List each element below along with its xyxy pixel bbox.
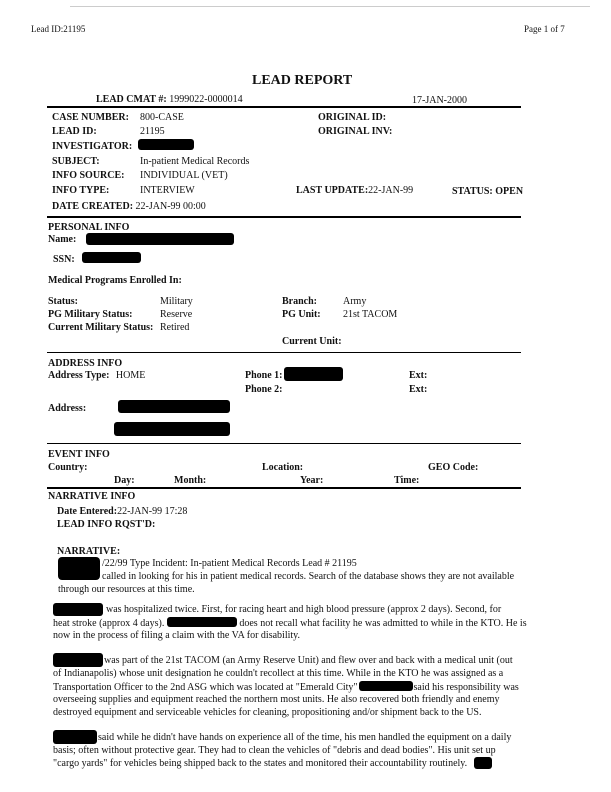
narrative-line-part: heat stroke (approx 4 days).	[53, 618, 165, 629]
lead-id-value: 21195	[140, 126, 165, 137]
divider	[47, 352, 521, 353]
narrative-line	[53, 681, 519, 693]
address-info-heading: ADDRESS INFO	[48, 358, 123, 369]
narrative-line: "cargo yards" for vehicles being shipped back to the states and monitored their accountability routinely.	[53, 758, 468, 769]
divider	[47, 216, 521, 218]
date-created-value: 22-JAN-99 00:00	[135, 201, 206, 212]
narrative-line: was hospitalized twice. First, for racing heart and high blood pressure (approx 2 days). Second, for	[106, 604, 502, 615]
pg-status-label: PG Military Status:	[48, 309, 133, 320]
narrative-line: basis; often without protective gear. They had to clean the vehicles of "debris and dead bodies". His unit set up	[53, 745, 496, 756]
phone1-redaction	[284, 367, 343, 381]
address-redaction-1	[118, 400, 230, 413]
narrative-line-part: does not recall what facility he was admitted to while in the KTO. He is	[239, 618, 527, 629]
address-label: Address:	[48, 403, 87, 414]
date-entered-label: Date Entered:	[57, 506, 118, 517]
pg-unit-value: 21st TACOM	[343, 309, 398, 320]
phone2-label: Phone 2:	[245, 384, 283, 395]
branch-label: Branch:	[282, 296, 317, 307]
cmat-label: LEAD CMAT #:	[96, 94, 167, 105]
lead-id-label: LEAD ID:	[52, 126, 97, 137]
narrative-line: overseeing supplies and equipment reached the northern most units. He also recovered both friendly and enemy	[53, 694, 500, 705]
narrative-line: of Indianapolis) whose unit designation he couldn't recollect at this time. While in the KTO he was assigned as a	[53, 668, 504, 679]
divider	[47, 106, 521, 108]
original-inv-label: ORIGINAL INV:	[318, 126, 393, 137]
narrative-redaction	[53, 730, 97, 744]
investigator-redaction	[138, 139, 194, 150]
info-source-value: INDIVIDUAL (VET)	[140, 170, 228, 181]
mil-status-label: Status:	[48, 296, 79, 307]
day-label: Day:	[114, 475, 135, 486]
medical-programs-label: Medical Programs Enrolled In:	[48, 275, 182, 286]
pg-status-value: Reserve	[160, 309, 193, 320]
cmat-line	[96, 94, 243, 105]
pg-unit-label: PG Unit:	[282, 309, 321, 320]
narrative-label: NARRATIVE:	[57, 546, 121, 557]
header-lead-id: Lead ID:21195	[31, 24, 86, 34]
narrative-line: /22/99 Type Incident: In-patient Medical Records Lead # 21195	[102, 558, 357, 569]
info-source-label: INFO SOURCE:	[52, 170, 125, 181]
country-label: Country:	[48, 462, 88, 473]
date-created-label: DATE CREATED:	[52, 201, 134, 212]
header-page-number: Page 1 of 7	[524, 24, 565, 34]
ssn-redaction	[82, 252, 141, 263]
phone1-label: Phone 1:	[245, 370, 283, 381]
subject-value: In-patient Medical Records	[140, 156, 250, 167]
name-label: Name:	[48, 234, 77, 245]
ext2-label: Ext:	[409, 384, 428, 395]
event-info-heading: EVENT INFO	[48, 449, 110, 460]
address-type-value: HOME	[115, 370, 146, 381]
info-type-value: INTERVIEW	[140, 185, 195, 196]
mil-status-value: Military	[160, 296, 193, 307]
narrative-line: said while he didn't have hands on experience all of the time, his men handled the equipment on a daily	[98, 732, 512, 743]
info-type-label: INFO TYPE:	[52, 185, 110, 196]
date-entered-value: 22-JAN-99 17:28	[117, 506, 188, 517]
time-label: Time:	[394, 475, 420, 486]
cmat-value: 1999022-0000014	[169, 94, 243, 105]
last-update-value: 22-JAN-99	[368, 185, 414, 196]
narrative-line-part: said his responsibility was	[413, 682, 519, 693]
geo-code-label: GEO Code:	[428, 462, 479, 473]
narrative-line-part: Transportation Officer to the 2nd ASG which was located at "Emerald City"	[53, 682, 358, 693]
ssn-label: SSN:	[53, 254, 75, 265]
date-entered	[57, 506, 187, 517]
narrative-line: called in looking for his in patient medical records. Search of the database shows they are not available	[102, 571, 515, 582]
current-status-label: Current Military Status:	[48, 322, 154, 333]
narrative-line	[53, 617, 527, 629]
narrative-line: through our resources at this time.	[58, 584, 195, 595]
case-number-value: 800-CASE	[140, 112, 184, 123]
lead-info-rqst-label: LEAD INFO RQST'D:	[57, 519, 156, 530]
branch-value: Army	[343, 296, 367, 307]
cmat-date: 17-JAN-2000	[412, 95, 467, 106]
name-redaction	[86, 233, 234, 245]
last-update	[296, 185, 413, 196]
location-label: Location:	[262, 462, 304, 473]
personal-info-heading: PERSONAL INFO	[48, 222, 130, 233]
status	[452, 186, 523, 197]
narrative-redaction	[53, 653, 103, 667]
scan-edge	[70, 6, 590, 7]
date-created	[52, 201, 206, 212]
status-label: STATUS:	[452, 186, 493, 197]
address-type-label: Address Type:	[48, 370, 110, 381]
divider	[47, 487, 521, 489]
narrative-redaction	[58, 557, 100, 580]
divider	[47, 443, 521, 444]
narrative-line: was part of the 21st TACOM (an Army Reserve Unit) and flew over and back with a medical unit (out	[104, 655, 513, 666]
narrative-line: now in the process of filing a claim with the VA for disability.	[53, 630, 301, 641]
current-unit-label: Current Unit:	[282, 336, 342, 347]
current-status-value: Retired	[160, 322, 190, 333]
address-redaction-2	[114, 422, 230, 436]
original-id-label: ORIGINAL ID:	[318, 112, 387, 123]
year-label: Year:	[300, 475, 324, 486]
report-title: LEAD REPORT	[252, 73, 353, 88]
status-value: OPEN	[495, 186, 524, 197]
narrative-redaction	[53, 603, 103, 616]
ext1-label: Ext:	[409, 370, 428, 381]
subject-label: SUBJECT:	[52, 156, 100, 167]
month-label: Month:	[174, 475, 207, 486]
last-update-label: LAST UPDATE:	[296, 185, 369, 196]
narrative-redaction	[359, 681, 413, 691]
narrative-info-heading: NARRATIVE INFO	[48, 491, 136, 502]
address-type	[48, 370, 145, 381]
case-number-label: CASE NUMBER:	[52, 112, 129, 123]
narrative-redaction	[474, 757, 492, 769]
narrative-line: destroyed equipment and serviceable vehicles for cleaning, propositioning and/or shipment back to the US.	[53, 707, 482, 718]
narrative-redaction	[167, 617, 237, 627]
investigator-label: INVESTIGATOR:	[52, 141, 133, 152]
